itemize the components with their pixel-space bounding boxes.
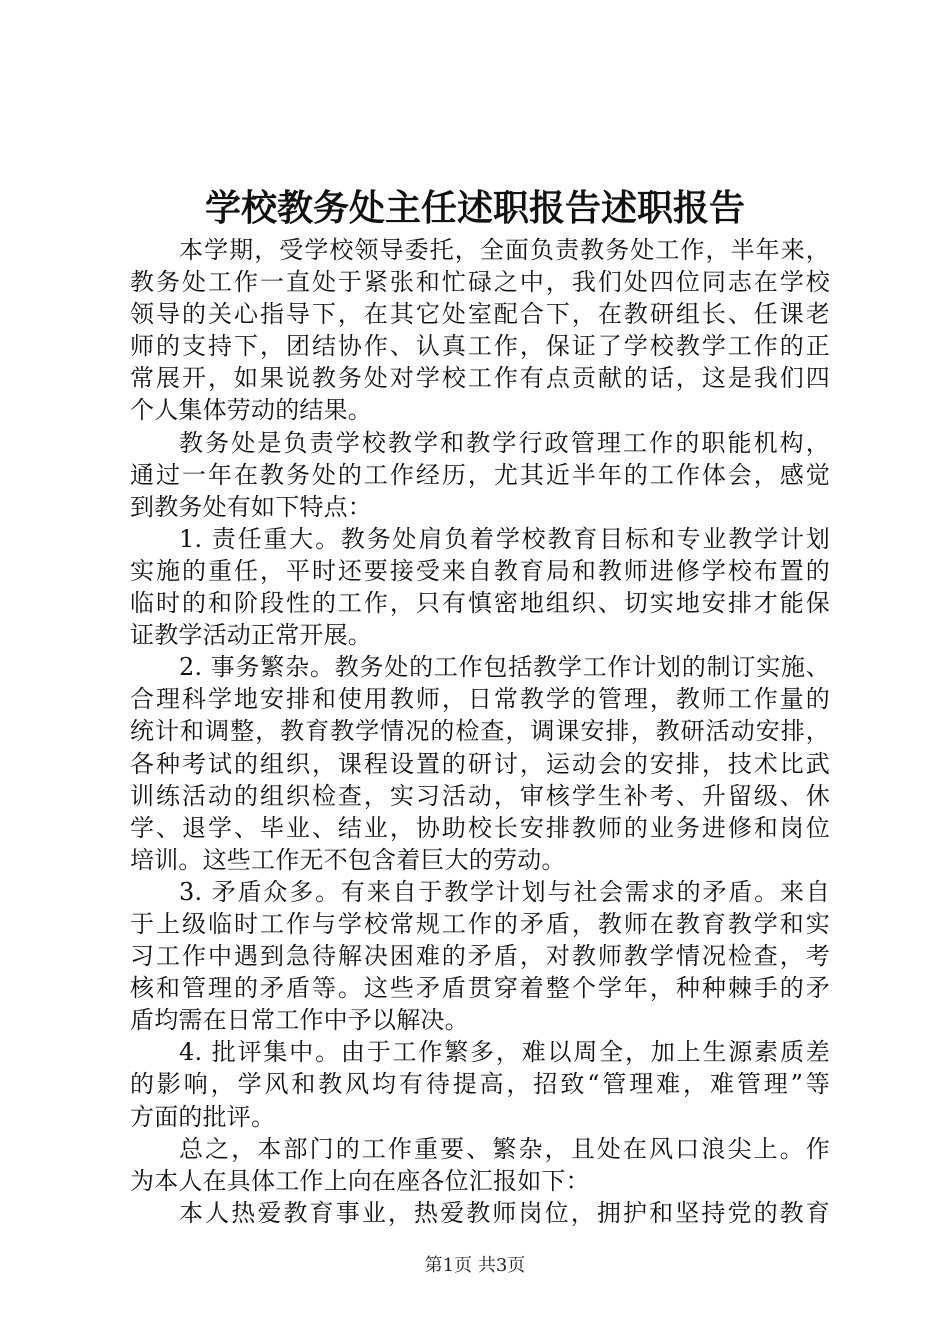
document-body: [130, 234, 830, 1229]
text-line: 1. 责任重大。教务处肩负着学校教育目标和专业教学计划: [179, 524, 830, 553]
text-line: 通过一年在教务处的工作经历，尤其近半年的工作体会，感觉: [130, 460, 830, 489]
text-line: 实施的重任，平时还要接受来自教育局和教师进修学校布置的: [130, 556, 830, 585]
text-line: 总之，本部门的工作重要、繁杂，且处在风口浪尖上。作: [179, 1134, 830, 1163]
text-line: 个人集体劳动的结果。: [130, 396, 372, 425]
text-line: 各种考试的组织，课程设置的研讨，运动会的安排，技术比武: [130, 749, 830, 778]
text-line: 于上级临时工作与学校常规工作的矛盾，教师在教育教学和实: [130, 909, 830, 938]
text-line: 方面的批评。: [130, 1102, 276, 1131]
text-line: 教务处是负责学校教学和教学行政管理工作的职能机构，: [179, 428, 830, 457]
page-title: 学校教务处主任述职报告述职报告: [204, 187, 745, 229]
text-line: 培训。这些工作无不包含着巨大的劳动。: [130, 845, 566, 874]
text-line: 核和管理的矛盾等。这些矛盾贯穿着整个学年，种种棘手的矛: [130, 974, 830, 1003]
text-line: 领导的关心指导下，在其它处室配合下，在教研组长、任课老: [130, 300, 830, 329]
text-line: 本学期，受学校领导委托，全面负责教务处工作，半年来，: [179, 236, 830, 264]
text-line: 合理科学地安排和使用教师，日常教学的管理，教师工作量的: [130, 685, 830, 714]
text-line: 教务处工作一直处于紧张和忙碌之中，我们处四位同志在学校: [130, 268, 830, 297]
text-line: 到教务处有如下特点：: [130, 492, 372, 521]
text-line: 的影响，学风和教风均有待提高，招致“管理难，难管理”等: [130, 1070, 830, 1099]
text-line: 3. 矛盾众多。有来自于教学计划与社会需求的矛盾。来自: [179, 877, 830, 906]
text-line: 本人热爱教育事业，热爱教师岗位，拥护和坚持党的教育: [179, 1198, 830, 1227]
text-line: 证教学活动正常开展。: [130, 621, 372, 650]
text-line: 常展开，如果说教务处对学校工作有点贡献的话，这是我们四: [130, 364, 830, 393]
page-footer: 第1页 共3页: [424, 1255, 526, 1276]
text-line: 2. 事务繁杂。教务处的工作包括教学工作计划的制订实施、: [179, 653, 830, 682]
text-line: 习工作中遇到急待解决困难的矛盾，对教师教学情况检查，考: [130, 942, 830, 971]
text-line: 训练活动的组织检查，实习活动，审核学生补考、升留级、休: [130, 781, 830, 810]
text-line: 盾均需在日常工作中予以解决。: [130, 1006, 469, 1035]
text-line: 学、退学、毕业、结业，协助校长安排教师的业务进修和岗位: [130, 813, 830, 842]
text-line: 为本人在具体工作上向在座各位汇报如下：: [130, 1166, 590, 1195]
text-line: 4. 批评集中。由于工作繁多，难以周全，加上生源素质差: [179, 1038, 830, 1067]
text-line: 统计和调整，教育教学情况的检查，调课安排，教研活动安排，: [130, 717, 830, 746]
text-line: 临时的和阶段性的工作，只有慎密地组织、切实地安排才能保: [130, 589, 830, 618]
text-line: 师的支持下，团结协作、认真工作，保证了学校教学工作的正: [130, 332, 830, 361]
